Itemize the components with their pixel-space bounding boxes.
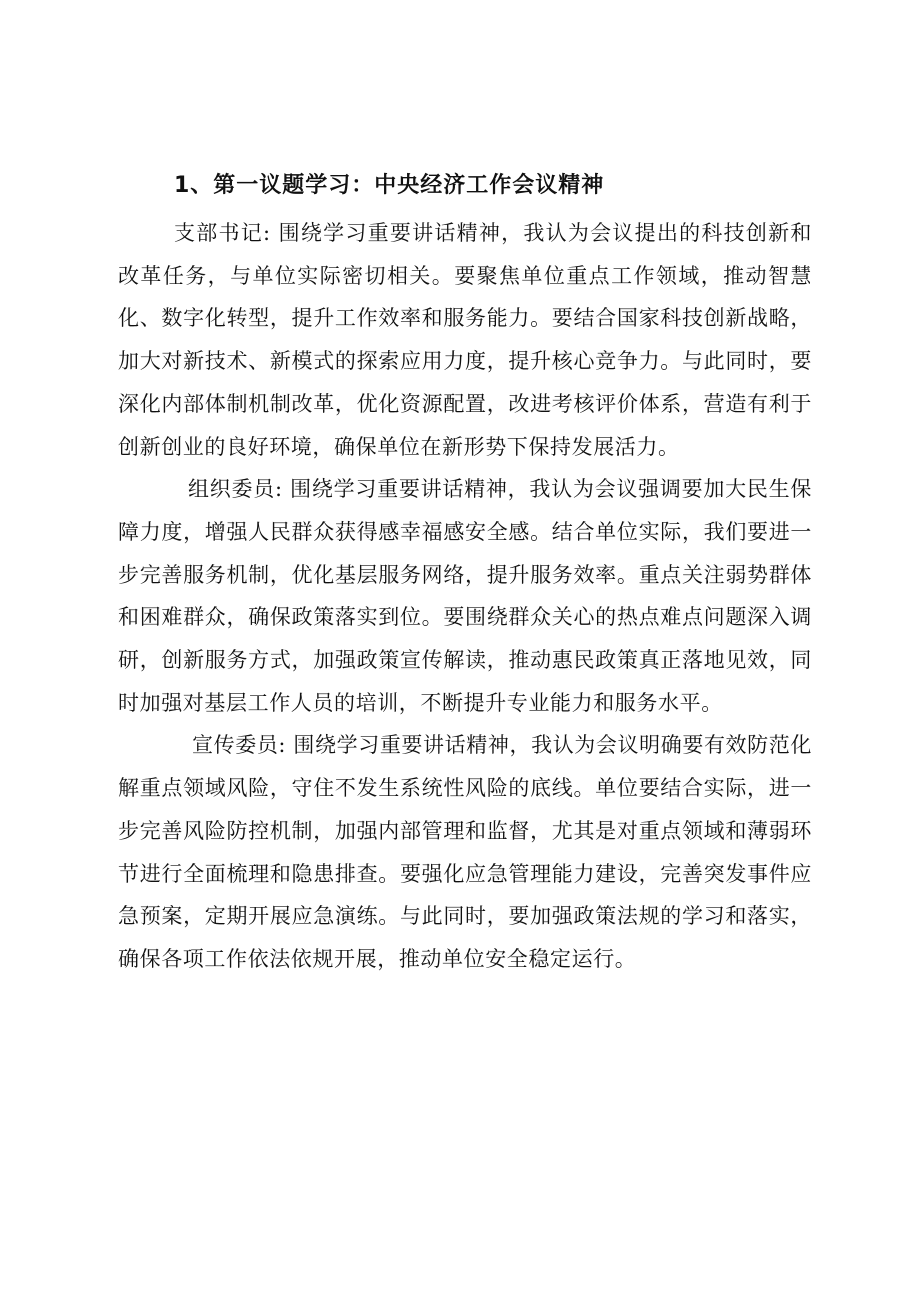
paragraph-organization-member [118, 468, 812, 724]
speaker-label: 宣传委员: [192, 733, 287, 758]
paragraph-publicity-member [118, 724, 812, 980]
document-body [118, 168, 812, 981]
speaker-label: 组织委员: [188, 477, 283, 502]
paragraph-text: 围绕学习重要讲话精神，我认为会议提出的科技创新和改革任务，与单位实际密切相关。要聚焦单位重点工作领域，推动智慧化、数字化转型，提升工作效率和服务能力。要结合国家科技创新战略，加大对新技术、新模式的探索应用力度，提升核心竞争力。与此同时，要深化内部体制机制改革，优化资源配置，改进考核评价体系，营造有利于创新创业的良好环境，确保单位在新形势下保持发展活力。 [118, 221, 812, 459]
section-heading: 1、第一议题学习：中央经济工作会议精神 [174, 173, 605, 198]
paragraph-text: 围绕学习重要讲话精神，我认为会议强调要加大民生保障力度，增强人民群众获得感幸福感安全感。结合单位实际，我们要进一步完善服务机制，优化基层服务网络，提升服务效率。重点关注弱势群体和困难群众，确保政策落实到位。要围绕群众关心的热点难点问题深入调研，创新服务方式，加强政策宣传解读，推动惠民政策真正落地见效，同时加强对基层工作人员的培训，不断提升专业能力和服务水平。 [118, 477, 812, 715]
paragraph-branch-secretary [118, 212, 812, 468]
speaker-label: 支部书记: [174, 221, 271, 245]
paragraph-text: 围绕学习重要讲话精神，我认为会议明确要有效防范化解重点领域风险，守住不发生系统性风险的底线。单位要结合实际，进一步完善风险防控机制，加强内部管理和监督，尤其是对重点领域和薄弱环节进行全面梳理和隐患排查。要强化应急管理能力建设，完善突发事件应急预案，定期开展应急演练。与此同时，要加强政策法规的学习和落实，确保各项工作依法依规开展，推动单位安全稳定运行。 [118, 733, 812, 971]
